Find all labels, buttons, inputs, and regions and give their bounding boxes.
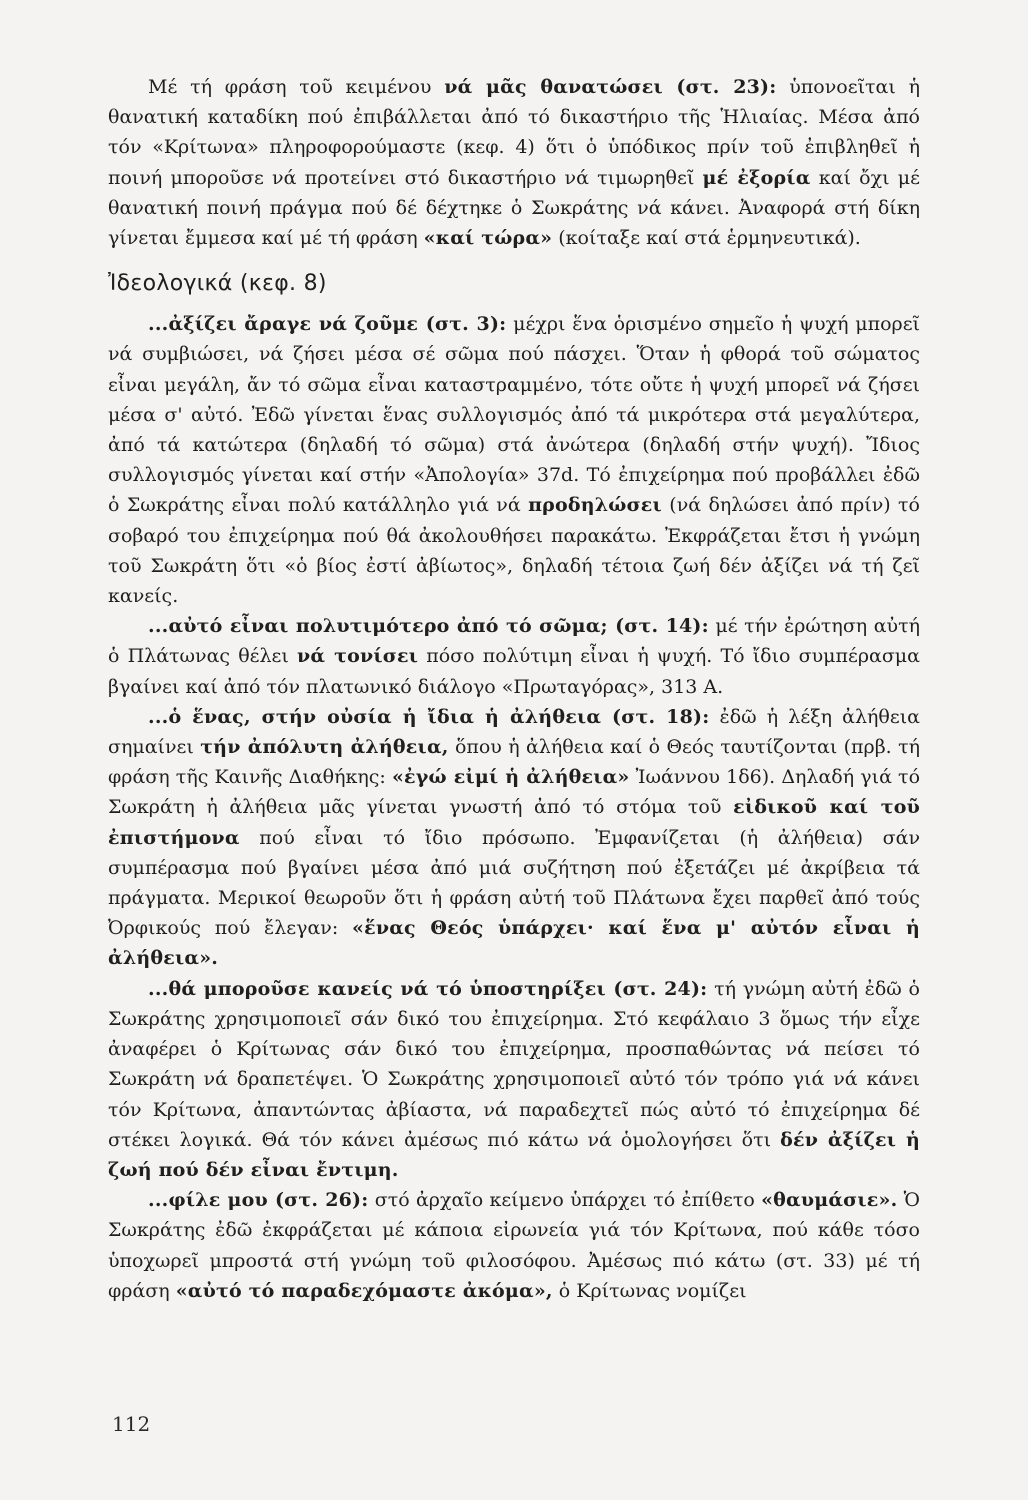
text-run: τή γνώμη αὐτή ἐδῶ ὁ Σωκράτης χρησιμοποιεῖ σάν δικό του ἐπιχείρημα. Στό κεφάλαιο 3 ὅμως τήν εἶχε ἀναφέρει ὁ Κρίτωνας σάν δικό του ἐπιχείρημα, προσπαθώντας νά πείσει τό Σωκράτη νά δραπετέψει. Ὁ Σωκράτης χρησιμοποιεῖ αὐτό τόν τρόπο γιά νά κάνει τόν Κρίτωνα, ἀπαντώντας ἀβίαστα, νά παραδεχτεῖ πώς αὐτό τό ἐπιχείρημα δέ στέκει λογικά. Θά τόν κάνει ἀμέσως πιό κάτω νά ὁμολογήσει ὅτι: [108, 977, 920, 1151]
text-run: στό ἀρχαῖο κείμενο ὑπάρχει τό ἐπίθετο: [368, 1189, 762, 1212]
paragraph: [108, 702, 920, 974]
text-run: (νά δηλώσει ἀπό πρίν) τό σοβαρό του ἐπιχείρημα πού θά ἀκολουθήσει παρακάτω. Ἐκφράζεται ἔτσι ἡ γνώμη τοῦ Σωκράτη ὅτι «ὁ βίος ἐστί ἀβίωτος», δηλαδή τέτοια ζωή δέν ἀξίζει νά τή ζεῖ κανείς.: [108, 494, 920, 608]
text-run: πού εἶναι τό ἴδιο πρόσωπο. Ἐμφανίζεται (ἡ ἀλήθεια) σάν συμπέρασμα πού βγαίνει μέσα ἀπό μιά συζήτηση πού ἐξετάζει μέ ἀκρίβεια τά πράγματα. Μερικοί θεωροῦν ὅτι ἡ φράση αὐτή τοῦ Πλάτωνα ἔχει παρθεῖ ἀπό τούς Ὀρφικούς πού ἔλεγαν:: [108, 826, 920, 940]
paragraph: [108, 611, 920, 702]
bold-phrase: ...φίλε μου (στ. 26):: [148, 1189, 369, 1212]
bold-phrase: «αὐτό τό παραδεχόμαστε ἀκόμα»,: [175, 1279, 553, 1302]
bold-phrase: προδηλώσει: [528, 494, 662, 517]
bold-phrase: ...ἀξίζει ἄραγε νά ζοῦμε (στ. 3):: [148, 313, 507, 336]
text-run: μέχρι ἕνα ὁρισμένο σημεῖο ἡ ψυχή μπορεῖ νά συμβιώσει, νά ζήσει μέσα σέ σῶμα πού πάσχει. Ὅταν ἡ φθορά τοῦ σώματος εἶναι μεγάλη, ἄν τό σῶμα εἶναι καταστραμμένο, τότε οὔτε ἡ ψυχή μπορεῖ νά ζήσει μέσα σ' αὐτό. Ἐδῶ γίνεται ἕνας συλλογισμός ἀπό τά μικρότερα στά μεγαλύτερα, ἀπό τά κατώτερα (δηλαδή τό σῶμα) στά ἀνώτερα (δηλαδή στήν ψυχή). Ἴδιος συλλογισμός γίνεται καί στήν «Ἀπολογία» 37d. Τό ἐπιχείρημα πού προβάλλει ἐδῶ ὁ Σωκράτης εἶναι πολύ κατάλληλο γιά νά: [108, 313, 921, 517]
bold-phrase: «θαυμάσιε».: [761, 1189, 898, 1212]
section-heading: Ἰδεολογικά (κεφ. 8): [108, 271, 327, 297]
text-run: ὅπου ἡ ἀλήθεια καί ὁ Θεός ταυτίζονται (πρβ. τή φράση τῆς Καινῆς Διαθήκης:: [108, 736, 920, 789]
bold-phrase: «ἕνας Θεός ὑπάρχει· καί ἕνα μ' αὐτόν εἶναι ἡ ἀλήθεια».: [108, 917, 920, 970]
bold-phrase: «ἐγώ εἰμί ἡ ἀλήθεια»: [391, 766, 630, 789]
paragraph: [108, 974, 920, 1185]
bold-phrase: νά τονίσει: [296, 645, 419, 668]
bold-phrase: νά μᾶς θανατώσει (στ. 23):: [444, 76, 777, 98]
text-run: πόσο πολύτιμη εἶναι ἡ ψυχή. Τό ἴδιο συμπέρασμα βγαίνει καί ἀπό τόν πλατωνικό διάλογο «Πρωταγόρας», 313 Α.: [108, 645, 920, 698]
page-number: 112: [112, 1412, 151, 1436]
bold-phrase: «καί τώρα»: [423, 227, 553, 250]
paragraph: [108, 72, 920, 253]
text-run: μέ τήν ἐρώτηση αὐτή ὁ Πλάτωνας θέλει: [108, 615, 920, 668]
bold-phrase: ...ὁ ἕνας, στήν οὐσία ἡ ἴδια ἡ ἀλήθεια (στ. 18):: [148, 705, 710, 728]
text-run: Ἰωάννου 1δ6). Δηλαδή γιά τό Σωκράτη ἡ ἀλήθεια μᾶς γίνεται γνωστή ἀπό τό στόμα τοῦ: [108, 766, 921, 819]
book-page: [108, 72, 920, 1306]
paragraph: [108, 309, 920, 611]
text-run: καί ὄχι μέ θανατική ποινή πράγμα πού δέ δέχτηκε ὁ Σωκράτης νά κάνει. Ἀναφορά στή δίκη γίνεται ἔμμεσα καί μέ τή φράση: [108, 166, 920, 250]
bold-phrase: δέν ἀξίζει ἡ ζωή πού δέν εἶναι ἔντιμη.: [108, 1128, 920, 1181]
text-run: ἐδῶ ἡ λέξη ἀλήθεια σημαίνει: [108, 705, 920, 759]
bold-phrase: ...αὐτό εἶναι πολυτιμότερο ἀπό τό σῶμα; (στ. 14):: [148, 615, 709, 638]
text-run: ὁ Κρίτωνας νομίζει: [552, 1279, 747, 1302]
bold-phrase: μέ ἐξορία: [702, 166, 811, 189]
text-run: (κοίταξε καί στά ἑρμηνευτικά).: [552, 227, 861, 250]
text-run: Μέ τή φράση τοῦ κειμένου: [148, 76, 445, 98]
bold-phrase: τήν ἀπόλυτη ἀλήθεια,: [200, 736, 449, 759]
paragraph: [108, 1185, 920, 1306]
text-run: Ὁ Σωκράτης ἐδῶ ἐκφράζεται μέ κάποια εἰρωνεία γιά τόν Κρίτωνα, πού κάθε τόσο ὑποχωρεῖ μπροστά στή γνώμη τοῦ φιλοσόφου. Ἀμέσως πιό κάτω (στ. 33) μέ τή φράση: [108, 1189, 920, 1302]
bold-phrase: ...θά μποροῦσε κανείς νά τό ὑποστηρίξει (στ. 24):: [148, 977, 708, 1000]
bold-phrase: εἰδικοῦ καί τοῦ ἐπιστήμονα: [108, 796, 920, 849]
text-run: ὑπονοεῖται ἡ θανατική καταδίκη πού ἐπιβάλλεται ἀπό τό δικαστήριο τῆς Ἡλιαίας. Μέσα ἀπό τόν «Κρίτωνα» πληροφορούμαστε (κεφ. 4) ὅτι ὁ ὑπόδικος πρίν τοῦ ἐπιβληθεῖ ἡ ποινή μποροῦσε νά προτείνει στό δικαστήριο νά τιμωρηθεῖ: [108, 76, 920, 189]
